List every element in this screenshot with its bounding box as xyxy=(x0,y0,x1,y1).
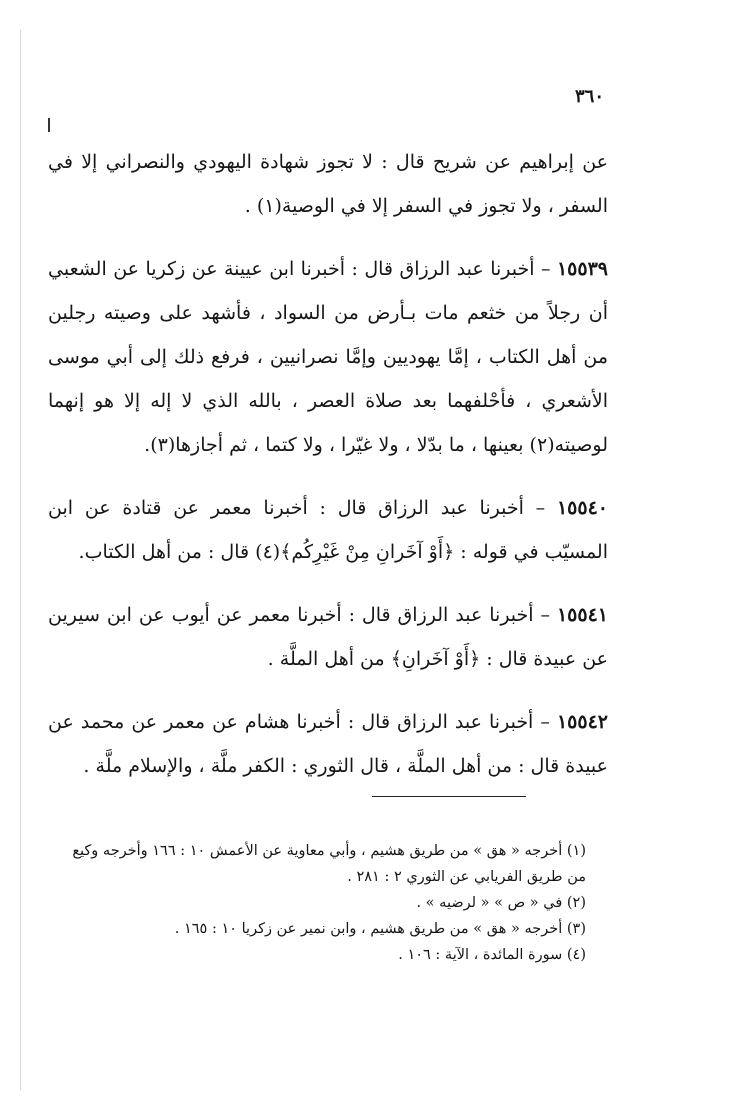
footnote-1: (١) أخرجه « هق » من طريق هشيم ، وأبي معاوية عن الأعمش ١٠ : ١٦٦ وأخرجه وكيع من طريق الفريابي عن الثوري ٢ : ٢٨١ . xyxy=(72,843,586,885)
hadith-15540 xyxy=(48,486,608,574)
main-text xyxy=(48,140,608,807)
hadith-15542 xyxy=(48,700,608,788)
hadith-number: ١٥٥٤٢ xyxy=(556,711,608,733)
hadith-15539 xyxy=(48,247,608,467)
paragraph-text: عن إبراهيم عن شريح قال : لا تجوز شهادة اليهودي والنصراني إلا في السفر ، ولا تجوز في السفر إلا في الوصية(١) . xyxy=(48,151,608,217)
page-number: ٣٦٠ xyxy=(574,86,604,107)
margin-mark xyxy=(48,118,50,132)
footnotes xyxy=(56,838,586,968)
footnote-3: (٣) أخرجه « هق » من طريق هشيم ، وابن نمير عن زكريا ١٠ : ١٦٥ . xyxy=(174,921,586,937)
hadith-number: ١٥٥٣٩ xyxy=(556,258,608,280)
paragraph-text: – أخبرنا عبد الرزاق قال : أخبرنا ابن عيينة عن زكريا عن الشعبي أن رجلاً من خثعم مات بـأرض من السواد ، فأشهد على وصيته رجلين من أهل الكتاب ، إمَّا يهوديين وإمَّا نصرانيين ، فرفع ذلك إلى أبي موسى الأشعري ، فأحْلفهما بعد صلاة العصر ، بالله الذي لا إله إلا هو إنهما لوصيته(٢) بعينها ، ما بدّلا ، ولا غيّرا ، ولا كتما ، ثم أجازها(٣). xyxy=(48,258,608,456)
paragraph-text: – أخبرنا عبد الرزاق قال : أخبرنا معمر عن قتادة عن ابن المسيّب في قوله : ﴿أَوْ آخَرانِ مِنْ غَيْرِكُم﴾(٤) قال : من أهل الكتاب. xyxy=(48,497,608,563)
page-edge-line xyxy=(20,30,21,1090)
footnote-separator xyxy=(372,796,526,797)
hadith-15541 xyxy=(48,593,608,681)
paragraph-continuation xyxy=(48,140,608,228)
footnote-2: (٢) في « ص » « لرضيه » . xyxy=(416,895,586,911)
paragraph-text: – أخبرنا عبد الرزاق قال : أخبرنا معمر عن أيوب عن ابن سيرين عن عبيدة قال : ﴿أَوْ آخَرانِ﴾ من أهل الملَّة . xyxy=(48,604,608,670)
paragraph-text: – أخبرنا عبد الرزاق قال : أخبرنا هشام عن معمر عن محمد عن عبيدة قال : من أهل الملَّة ، قال الثوري : الكفر ملَّة ، والإسلام ملَّة . xyxy=(48,711,608,777)
hadith-number: ١٥٥٤٠ xyxy=(556,497,608,519)
footnote-4: (٤) سورة المائدة ، الآية : ١٠٦ . xyxy=(398,947,586,963)
hadith-number: ١٥٥٤١ xyxy=(556,604,608,626)
